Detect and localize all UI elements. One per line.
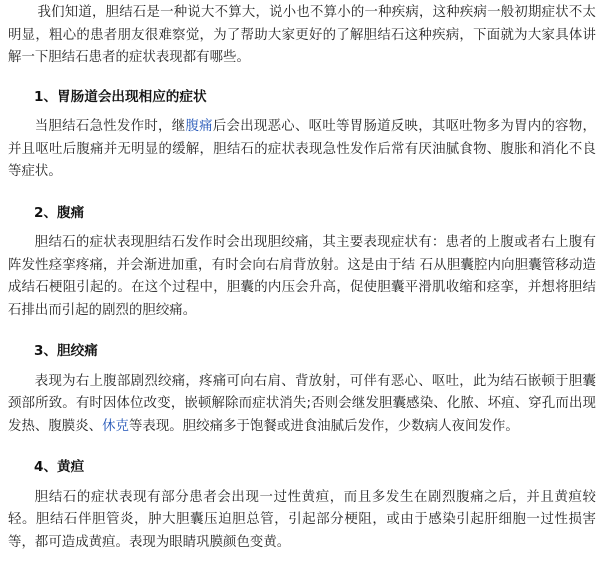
spacer bbox=[8, 184, 596, 202]
spacer bbox=[8, 224, 596, 232]
spacer bbox=[8, 322, 596, 340]
spacer bbox=[8, 479, 596, 487]
section-2-heading: 2、腹痛 bbox=[34, 204, 85, 221]
spacer bbox=[8, 70, 596, 86]
section-4-paragraph: 胆结石的症状表现有部分患者会出现一过性黄疸，而且多发生在剧烈腹痛之后，并且黄疸较轻。胆结石伴胆管炎，肿大胆囊压迫胆总管，引起部分梗阻，或由于感染引起肝细胞一过性损害等，都可造成黄疸。表现为眼睛巩膜颜色变黄。 bbox=[8, 489, 596, 550]
spacer bbox=[8, 438, 596, 456]
section-1-text-end: 后会出现恶心、呕吐等胃肠道反映，其呕吐物多为胃内的容物，并且呕吐后腹痛并无明显的缓解，胆结石的症状表现急性发作后常有厌油腻食物、腹胀和消化不良等症状。 bbox=[8, 119, 596, 179]
section-3-text-start: 表现为右上腹部剧烈绞痛，疼痛可向右肩、背放射，可伴有恶心、呕吐，此为结石嵌顿于胆囊颈部所致。有时因体位改变，嵌顿解除而症状消失;否则会继发胆囊感染、化脓、坏疽、穿孔而出现发热、腹膜炎、 bbox=[8, 373, 596, 434]
section-3-paragraph bbox=[8, 371, 596, 439]
spacer bbox=[8, 108, 596, 116]
article-body bbox=[8, 2, 596, 554]
section-3-heading: 3、胆绞痛 bbox=[34, 343, 98, 359]
section-4-heading: 4、黄疸 bbox=[34, 459, 85, 475]
spacer bbox=[8, 363, 596, 371]
section-2-paragraph: 胆结石的症状表现胆结石发作时会出现胆绞痛，其主要表现症状有：患者的上腹或者右上腹有阵发性痉挛疼痛，并会渐进加重，有时会向右肩背放射。这是由于结 石从胆囊腔内向胆囊管移动造成结石梗阻引起的。在这个过程中，胆囊的内压会升高，促使胆囊平滑肌收缩和痉挛，并想将胆结石排出而引起的剧烈的胆绞痛。 bbox=[8, 235, 596, 318]
section-1-heading: 1、胃肠道会出现相应的症状 bbox=[34, 88, 207, 105]
intro-paragraph: 我们知道，胆结石是一种说大不算大，说小也不算小的一种疾病，这种疾病一般初期症状不太明显，粗心的患者朋友很难察觉，为了帮助大家更好的了解胆结石这种疾病，下面就为大家具体讲解一下胆结石患者的症状表现都有哪些。 bbox=[8, 5, 596, 65]
section-3-text-end: 等表现。胆绞痛多于饱餐或进食油腻后发作，少数病人夜间发作。 bbox=[128, 418, 519, 434]
section-1-text-start: 当胆结石急性发作时，继 bbox=[34, 119, 186, 134]
shock-link[interactable]: 休克 bbox=[102, 418, 129, 434]
abdominal-pain-link[interactable]: 腹痛 bbox=[185, 119, 213, 134]
section-1-paragraph bbox=[8, 116, 596, 184]
